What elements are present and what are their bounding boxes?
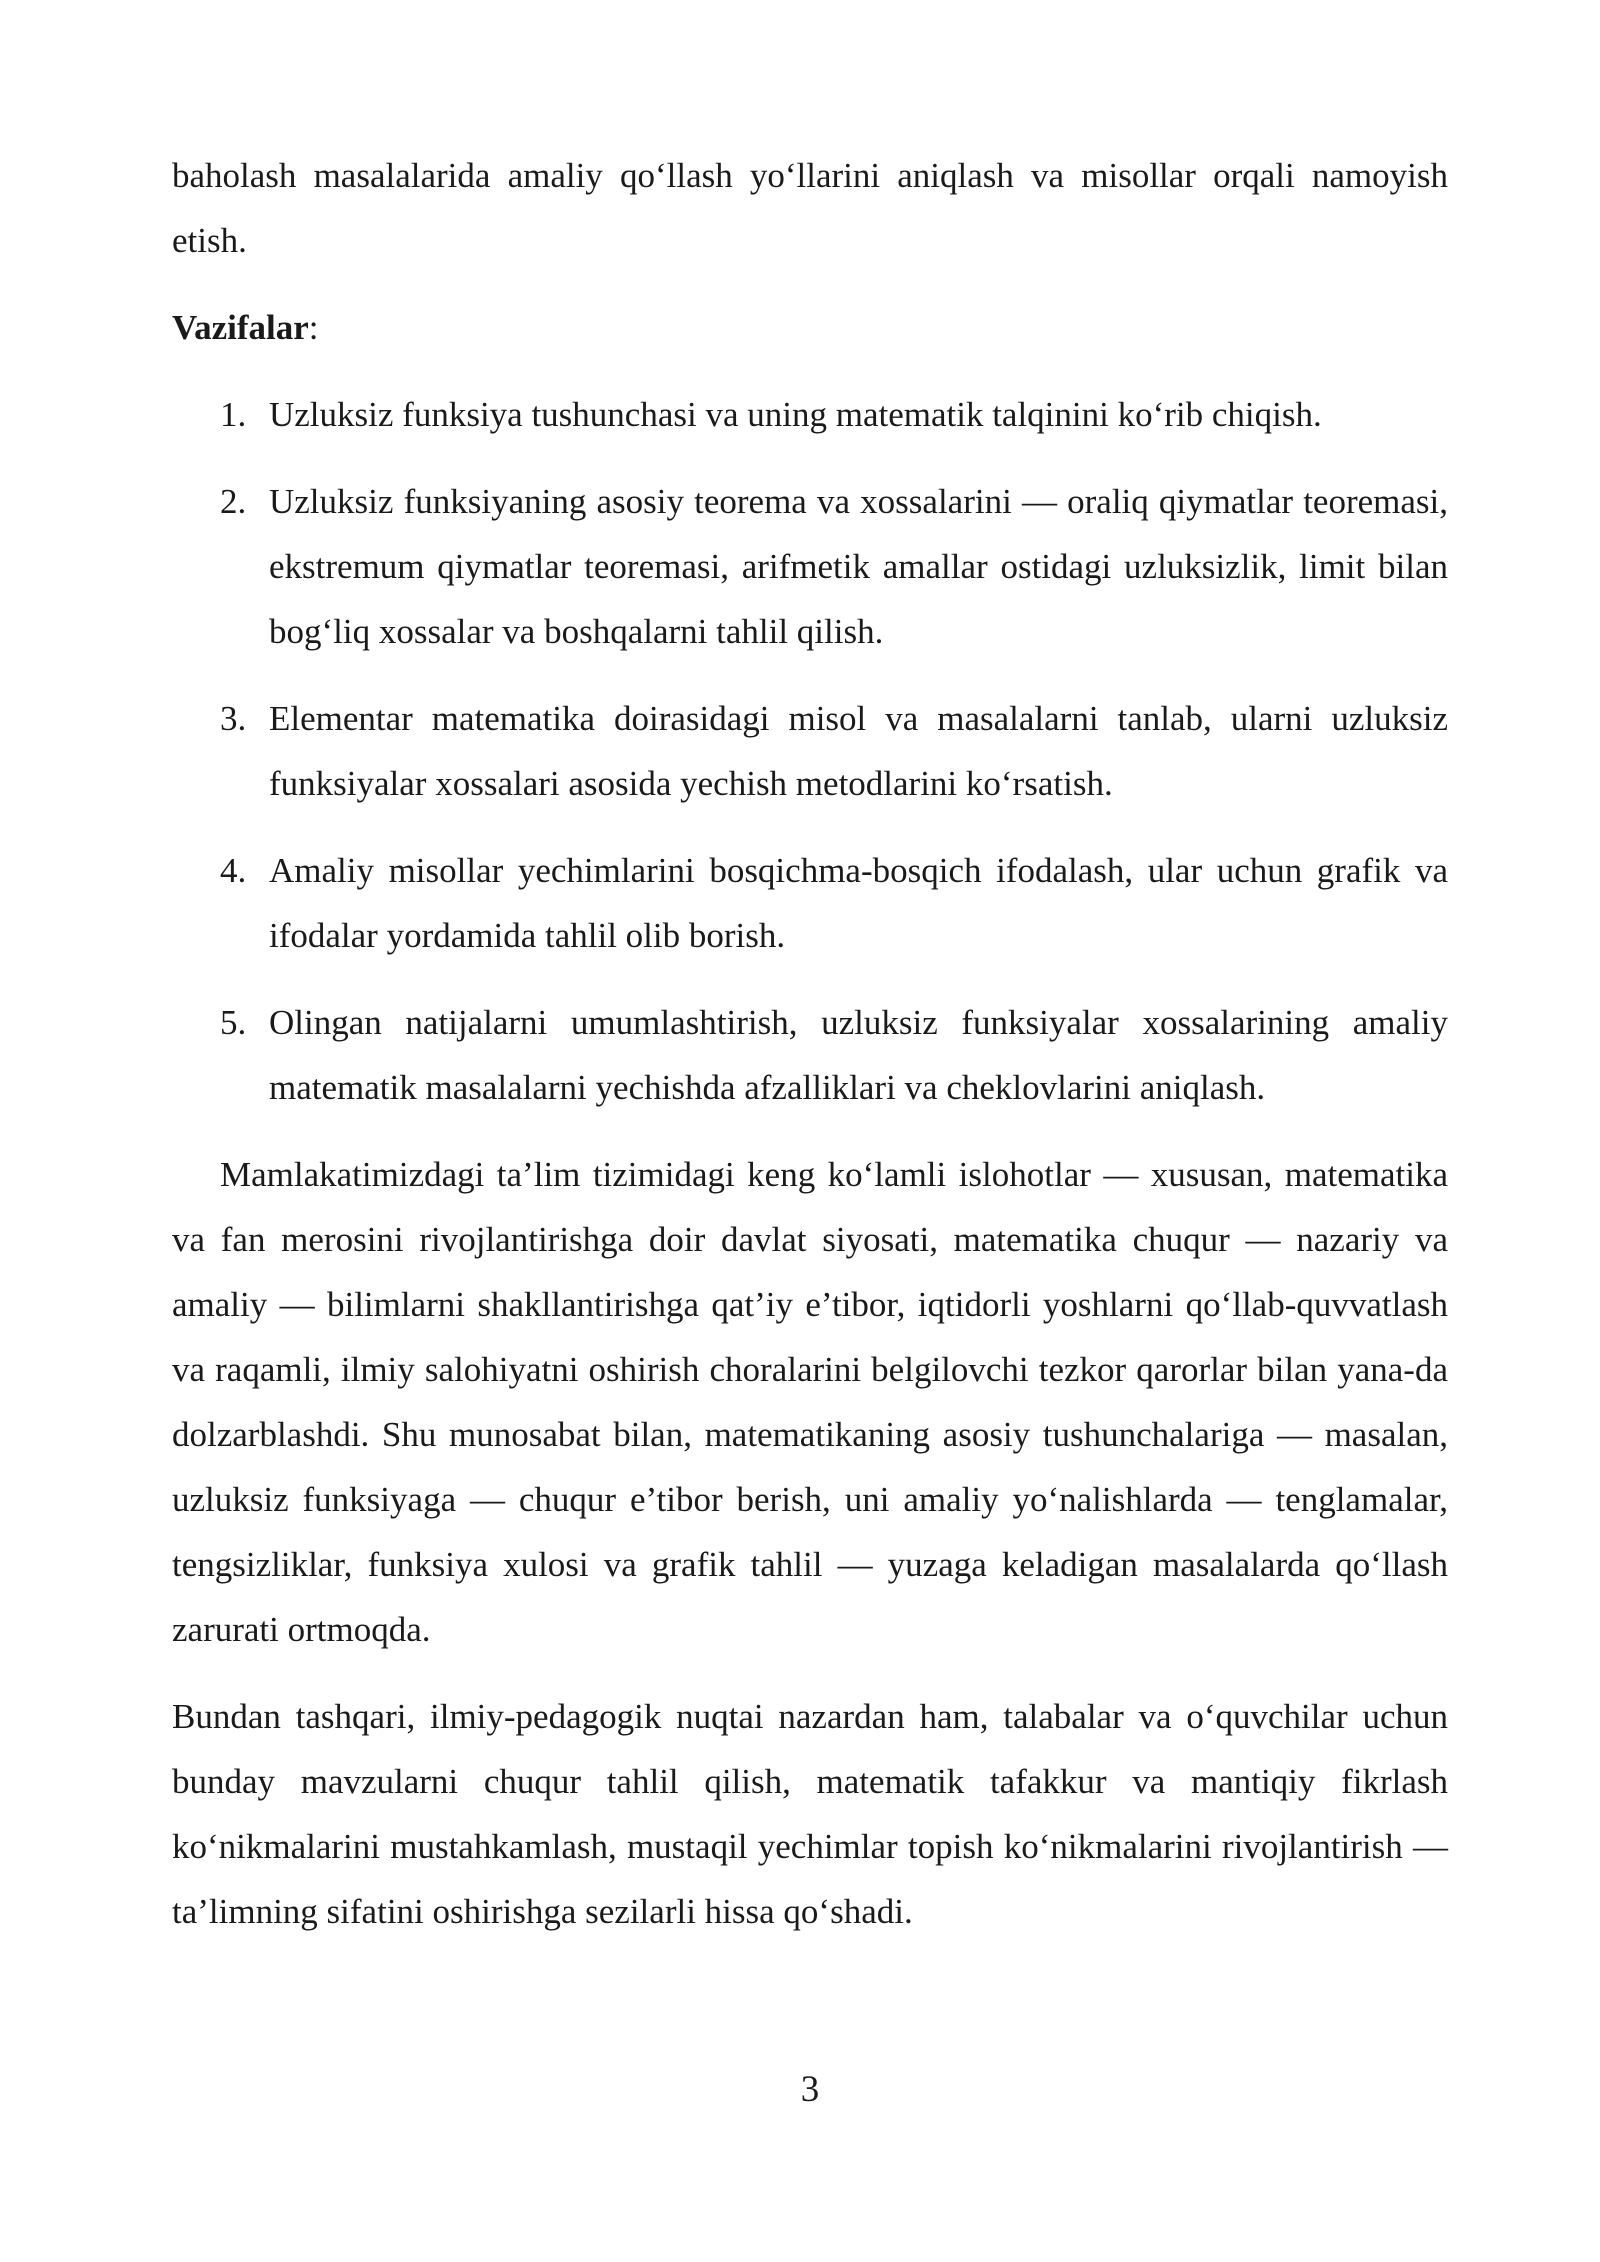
- page-number: 3: [800, 2069, 820, 2110]
- task-number: 4.: [220, 851, 247, 890]
- intro-paragraph: baholash masalalarida amaliy qo‘llash yo‘llarini aniqlash va misollar orqali namoyish etish.: [172, 156, 1448, 260]
- reforms-paragraph: Mamlakatimizdagi ta’lim tizimidagi keng ko‘lamli islohotlar — xususan, matematika va fan merosini rivojlantirishga doir davlat siyosati, matematika chuqur — nazariy va amaliy — bilimlarni shakllantirishga qat’iy e’tibor, iqtidorli yoshlarni qo‘llab-quvvatlash va raqamli, ilmiy salohiyatni oshirish choralarini belgilovchi tezkor qarorlar bilan yana-da dolzarblashdi. Shu munosabat bilan, matematikaning asosiy tushunchalariga — masalan, uzluksiz funksiyaga — chuqur e’tibor berish, uni amaliy yo‘nalishlarda — tenglamalar, tengsizliklar, funksiya xulosi va grafik tahlil — yuzaga keladigan masalalarda qo‘llash zarurati ortmoqda.: [172, 1155, 1448, 1649]
- page-content: [172, 143, 1448, 1966]
- tasks-heading: [172, 295, 1448, 360]
- task-number: 3.: [220, 699, 247, 738]
- task-item: [172, 469, 1448, 664]
- task-item: [172, 838, 1448, 968]
- task-number: 2.: [220, 482, 247, 521]
- task-text: Amaliy misollar yechimlarini bosqichma-bosqich ifodalash, ular uchun grafik va ifodalar yordamida tahlil olib borish.: [269, 851, 1448, 955]
- task-item: [172, 990, 1448, 1120]
- tasks-list: [172, 382, 1448, 1120]
- task-number: 5.: [220, 1003, 247, 1042]
- task-text: Uzluksiz funksiya tushunchasi va uning matematik talqinini ko‘rib chiqish.: [269, 395, 1322, 434]
- task-text: Uzluksiz funksiyaning asosiy teorema va xossalarini — oraliq qiymatlar teoremasi, ekstremum qiymatlar teoremasi, arifmetik amallar ostidagi uzluksizlik, limit bilan bog‘liq xossalar va boshqalarni tahlil qilish.: [269, 482, 1448, 651]
- tasks-heading-label: Vazifalar: [172, 308, 309, 347]
- task-text: Olingan natijalarni umumlashtirish, uzluksiz funksiyalar xossalarining amaliy matematik masalalarni yechishda afzalliklari va cheklovlarini aniqlash.: [269, 1003, 1448, 1107]
- pedagogy-paragraph: Bundan tashqari, ilmiy-pedagogik nuqtai nazardan ham, talabalar va o‘quvchilar uchun bunday mavzularni chuqur tahlil qilish, matematik tafakkur va mantiqiy fikrlash ko‘nikmalarini mustahkamlash, mustaqil yechimlar topish ko‘nikmalarini rivojlantirish — ta’limning sifatini oshirishga sezilarli hissa qo‘shadi.: [172, 1697, 1448, 1931]
- task-number: 1.: [220, 395, 247, 434]
- tasks-heading-colon: :: [308, 308, 319, 347]
- task-item: [172, 382, 1448, 447]
- task-text: Elementar matematika doirasidagi misol va masalalarni tanlab, ularni uzluksiz funksiyalar xossalari asosida yechish metodlarini ko‘rsatish.: [269, 699, 1448, 803]
- task-item: [172, 686, 1448, 816]
